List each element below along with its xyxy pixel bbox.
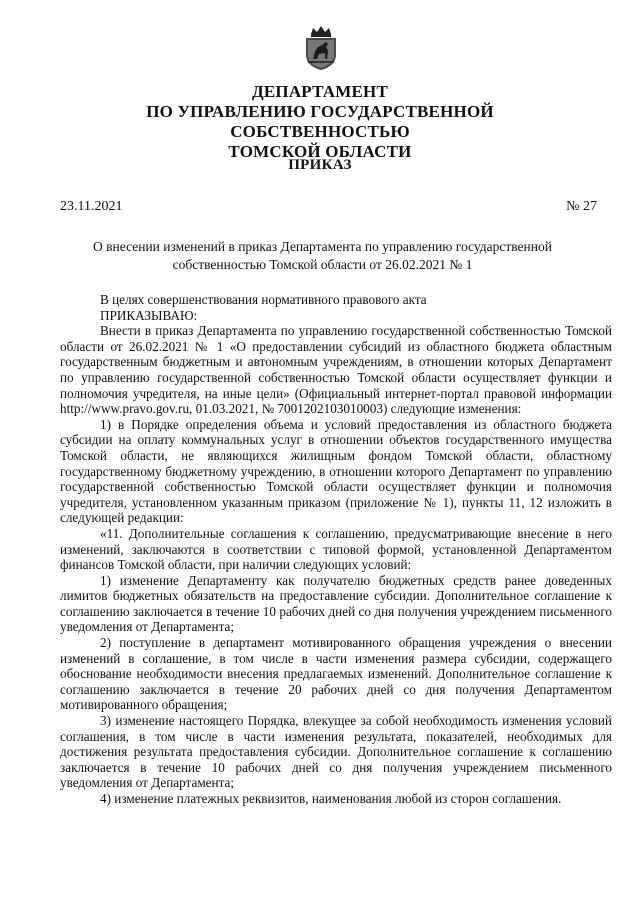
list-item: 4) изменение платежных реквизитов, наименования любой из сторон соглашения. xyxy=(100,791,562,806)
body-paragraph: Внести в приказ Департамента по управлению государственной собственностью Томской области от 26.02.2021 № 1 «О предоставлении субсидий из областного бюджета областным государственным бюджетным и автономным учреждениям, в отношении которых Департамент по управлению государственной собственностью Томской области осуществляет функции и полномочия учредителя, на иные цели» (Официальный интернет-портал правовой информации http://www.pravo.gov.ru, 01.03.2021, № 7001202103010003) следующие изменения: xyxy=(60,323,612,417)
coat-of-arms-icon xyxy=(303,25,339,71)
list-item: 1) изменение Департаменту как получателю бюджетных средств ранее доведенных лимитов бюджетных обязательств на предоставление субсидии. Дополнительное соглашение к соглашению заключается в течение 10 рабочих дней со дня получения учреждением письменного уведомления от Департамента; xyxy=(60,572,612,635)
order-title: ПРИКАЗ xyxy=(288,157,352,173)
list-item: 3) изменение настоящего Порядка, влекущее за собой необходимость изменения условий соглашения, в том числе в части изменения результата, показателей, необходимых для достижения результата предоставления субсидии. Дополнительное соглашение к соглашению заключается в течение 10 рабочих дней со дня получения учреждением письменного уведомления от Департамента; xyxy=(60,713,612,791)
body-paragraph: 1) в Порядке определения объема и условий предоставления из областного бюджета субсидии на оплату коммунальных услуг в отношении объектов государственного имущества Томской области, не являющихся жилищным фондом Томской области, областному государственному бюджетному учреждению, в отношении которого Департамент по управлению государственной собственностью Томской области осуществляет функции и полномочия учредителя, установленном указанным приказом (приложение № 1), пункты 11, 12 изложить в следующей редакции: xyxy=(60,416,612,526)
header-line-1: ДЕПАРТАМЕНТ xyxy=(251,82,389,101)
order-date: 23.11.2021 xyxy=(60,199,123,214)
header-line-2: ПО УПРАВЛЕНИЮ ГОСУДАРСТВЕННОЙ СОБСТВЕННОСТЬЮ xyxy=(146,102,494,141)
order-body xyxy=(60,292,612,807)
order-directive: ПРИКАЗЫВАЮ: xyxy=(100,307,198,323)
order-subject xyxy=(90,238,555,274)
subject-line-1: О внесении изменений в приказ Департамента по управлению государственной xyxy=(93,239,552,254)
body-paragraph: «11. Дополнительные соглашения к соглашению, предусматривающие внесение в него изменений, заключаются в соответствии с типовой формой, установленной Департаментом финансов Томской области, при наличии следующих условий: xyxy=(60,525,612,573)
order-number: № 27 xyxy=(566,199,597,214)
header-line-3: ТОМСКОЙ ОБЛАСТИ xyxy=(228,142,412,161)
department-header xyxy=(60,82,580,162)
list-item: 2) поступление в департамент мотивированного обращения учреждения о внесении изменений в соглашение, в том числе в части изменения размера субсидии, содержащего обоснование необходимости внесения предлагаемых изменений. Дополнительное соглашение к соглашению заключается в течение 20 рабочих дней со дня получения Департаментом мотивированного обращения; xyxy=(60,635,612,713)
preamble-paragraph: В целях совершенствования нормативного правового акта xyxy=(100,292,427,307)
subject-line-2: собственностью Томской области от 26.02.2021 № 1 xyxy=(172,257,473,272)
